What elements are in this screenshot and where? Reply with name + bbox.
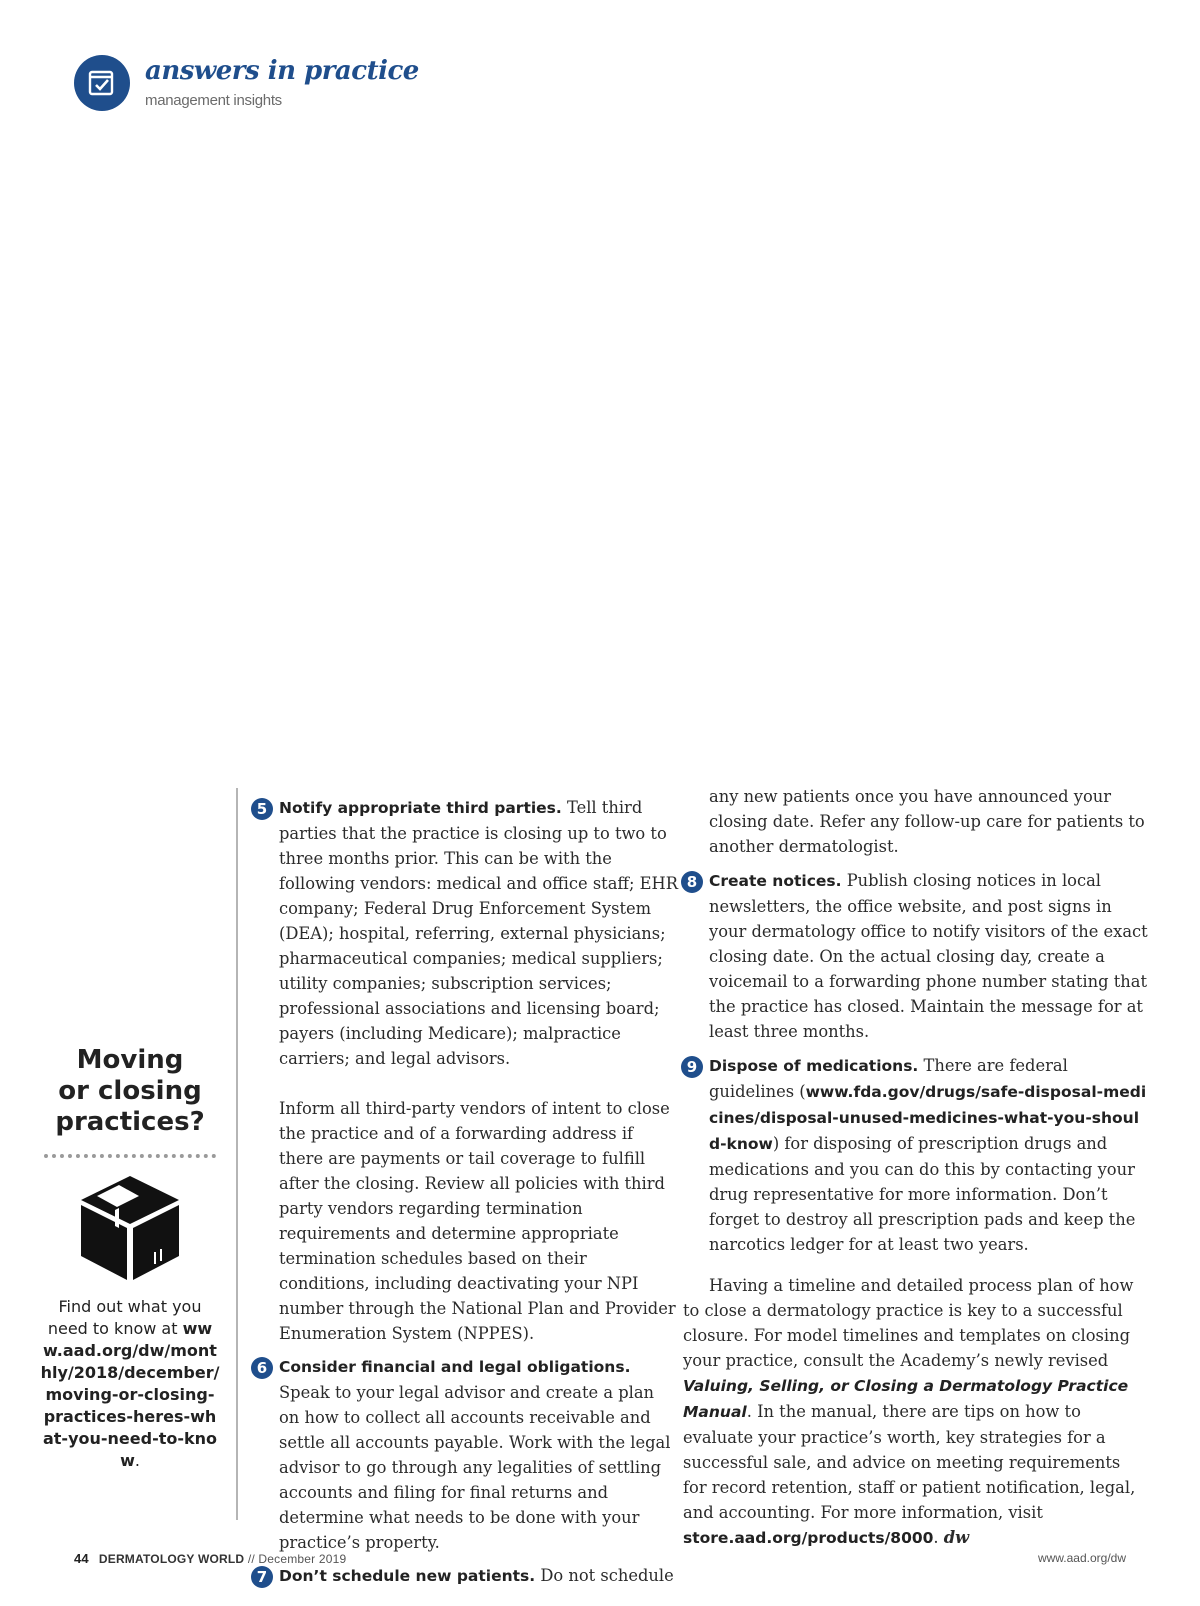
step-paragraph-2: Inform all third-party vendors of intent to close the practice and of a forwarding address if there are payments or tail coverage to fulfill after the closing. Review all policies with third party vendors regarding termination requirements and determine appropriate termination schedules based on their conditions, including deactivating your NPI number through the National Plan and Provider Enumeration System (NPPES). [279,1099,676,1343]
step-text: ) for disposing of prescription drugs and medications and you can do this by contacting your drug representative for more information. Don’t forget to destroy all prescription pads and keep the narcotics ledger for at least two years. [709,1134,1136,1254]
sidebar-title-line: or closing [58,1076,202,1106]
step-heading: Create notices. [709,872,842,890]
step-5 [256,795,679,1346]
step-9 [686,1053,1149,1257]
closing-text: . In the manual, there are tips on how to evaluate your practice’s worth, key strategies for a successful sale, and advice on meeting requirements for record retention, staff or patient notification, legal, and accounting. For more information, visit [683,1402,1136,1522]
step-paragraph [709,1053,1149,1257]
step-heading: Don’t schedule new patients. [279,1567,536,1585]
step-heading: Dispose of medications. [709,1057,919,1075]
sidebar-period: . [134,1451,140,1470]
step-text: Do not schedule [535,1566,674,1585]
step-number-badge: 5 [251,798,273,820]
step-paragraph [279,795,679,1071]
dotted-divider [44,1154,216,1158]
store-link[interactable]: store.aad.org/products/8000 [683,1529,934,1547]
step-text: Tell third parties that the practice is closing up to two to three months prior. This can be with the following vendors: medical and office staff; EHR company; Federal Drug Enforcement System (DEA); hospital, referring, external physicians; pharmaceutical companies; medical suppliers; utility companies; subscription services; professional associations and licensing board; payers (including Medicare); malpractice carriers; and legal advisors. [279,798,678,1068]
step-8 [686,868,1149,1044]
section-badge [74,55,130,111]
article-column-right [683,784,1149,1551]
step-number-badge: 9 [681,1056,703,1078]
sidebar-text [40,1296,220,1472]
manual-title: Valuing, Selling, or Closing a Dermatology Practice Manual [683,1377,1129,1421]
step-6 [256,1354,679,1555]
step-7-continued: any new patients once you have announced your closing date. Refer any follow-up care for patients to another dermatologist. [709,787,1145,856]
moving-box-icon [75,1172,185,1284]
footer-website[interactable]: www.aad.org/dw [1037,1551,1126,1565]
dw-signature: dw [943,1528,970,1547]
step-paragraph [709,868,1149,1044]
sidebar-link[interactable]: www.aad.org/dw/monthly/2018/december/moving-or-closing-practices-heres-what-you-need-to-know [40,1319,220,1470]
issue-date: December 2019 [258,1552,347,1566]
sidebar-callout [40,1045,220,1472]
sidebar-title-line: practices? [55,1107,205,1137]
step-7 [256,1563,679,1589]
sidebar-title-line: Moving [76,1045,184,1075]
magazine-name: DERMATOLOGY WORLD [98,1552,245,1566]
column-divider [236,788,238,1520]
step-heading: Notify appropriate third parties. [279,799,562,817]
step-paragraph [279,1354,679,1555]
closing-paragraph [683,1273,1149,1551]
step-number-badge: 8 [681,871,703,893]
step-text: Speak to your legal advisor and create a plan on how to collect all accounts receivable and settle all accounts payable. Work with the legal advisor to go through any legalities of settling accounts and filing for final returns and determine what needs to be done with your practice’s property. [279,1383,671,1552]
step-number-badge: 7 [251,1566,273,1588]
step-number-badge: 6 [251,1357,273,1379]
footer-separator: // [244,1552,259,1566]
sidebar-intro: Find out what you need to know at [47,1297,202,1338]
page-footer-left [74,1551,346,1566]
article-column-left [256,795,679,1589]
sidebar-title [40,1045,220,1138]
closing-text: . [933,1528,944,1547]
section-title: answers in practice [145,56,419,86]
closing-text: Having a timeline and detailed process plan of how to close a dermatology practice is key to a successful closure. For model timelines and templates on closing your practice, consult the Academy’s newly revised [683,1276,1134,1370]
section-subtitle: management insights [145,92,282,109]
page-number: 44 [74,1551,89,1566]
step-paragraph [279,1563,679,1589]
checklist-icon [86,67,118,99]
fda-link[interactable]: www.fda.gov/drugs/safe-disposal-medicines/disposal-unused-medicines-what-you-should-know [709,1083,1147,1153]
step-heading: Consider financial and legal obligations. [279,1358,631,1376]
step-text: There are federal guidelines ( [709,1056,1068,1101]
step-text: Publish closing notices in local newsletters, the office website, and post signs in your dermatology office to notify visitors of the exact closing date. On the actual closing day, create a voicemail to a forwarding phone number stating that the practice has closed. Maintain the message for at least three months. [709,871,1148,1041]
